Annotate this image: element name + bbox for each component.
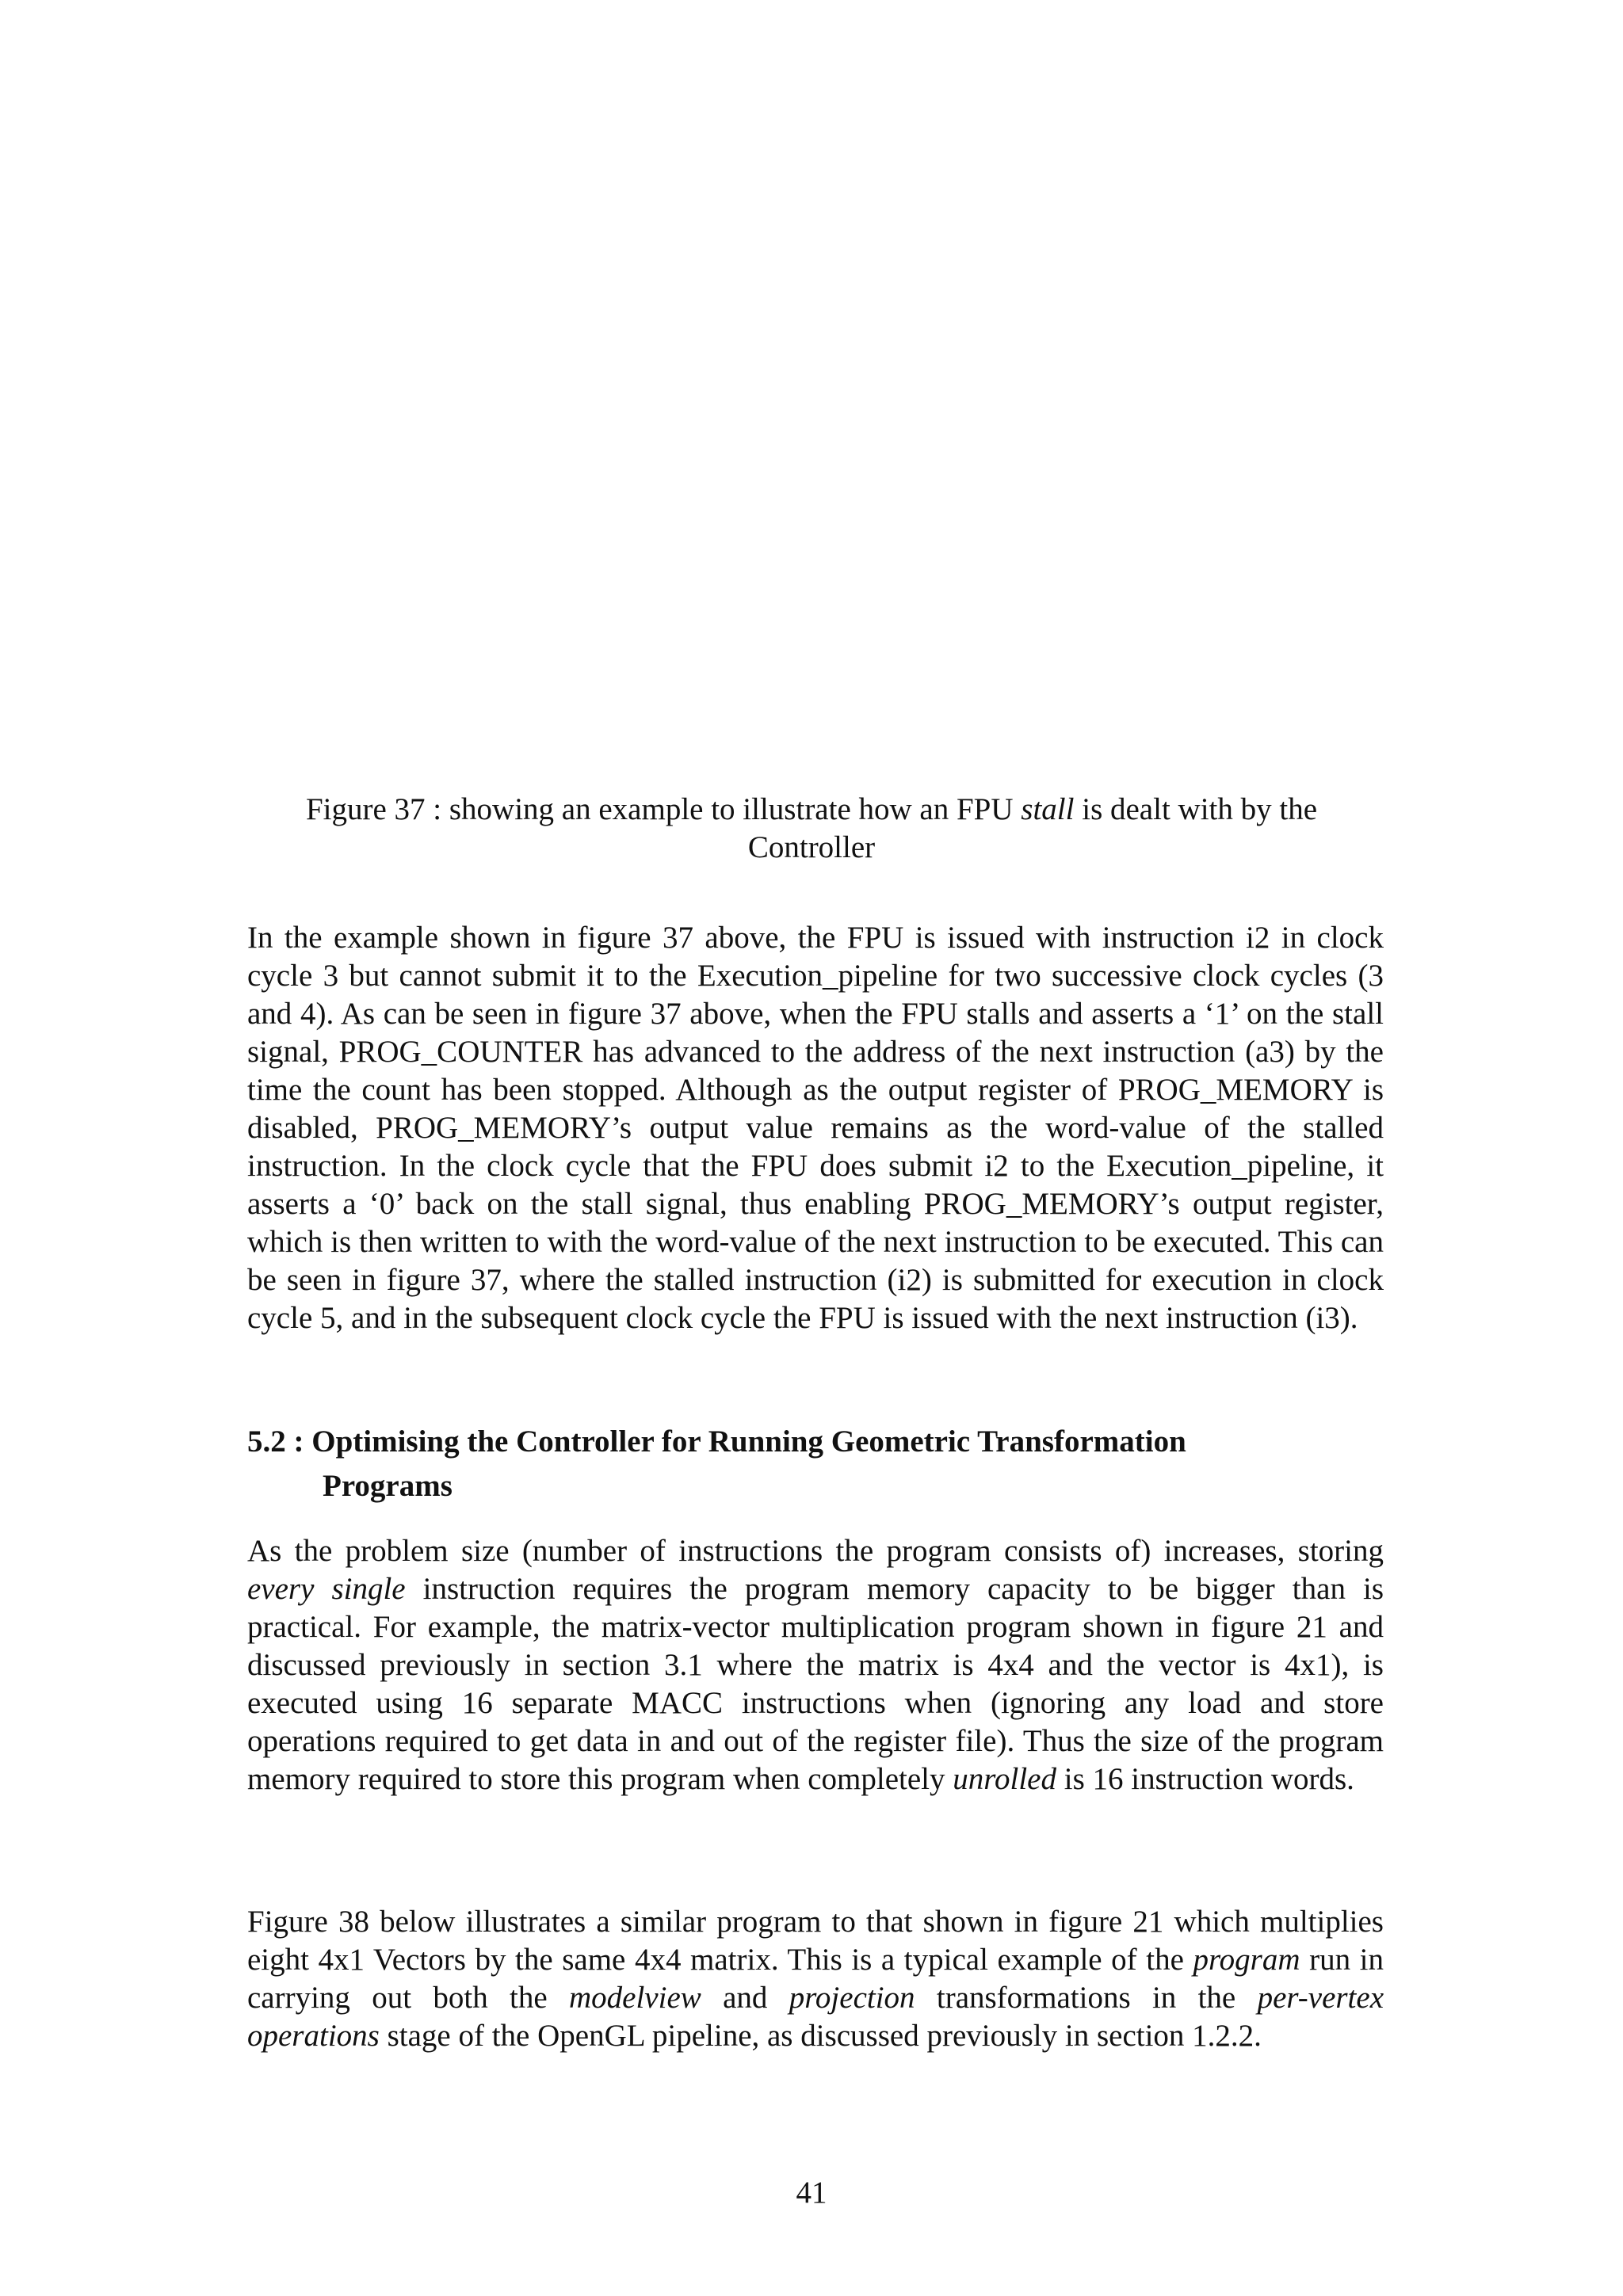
body-paragraph-stall: In the example shown in figure 37 above, the FPU is issued with instruction i2 in clock cycle 3 but cannot submit it to the Execution_pipeline for two successive clock cycles (3 and 4). As can be seen in figure 37 above, when the FPU stalls and asserts a ‘1’ on the stall signal, PROG_COUNTER has advanced to the address of the next instruction (a3) by the time the count has been stopped. Although as the output register of PROG_MEMORY is disabled, PROG_MEMORY’s output value remains as the word-value of the stalled instruction. In the clock cycle that the FPU does submit i2 to the Execution_pipeline, it asserts a ‘0’ back on the stall signal, thus enabling PROG_MEMORY’s output register, which is then written to with the word-value of the next instruction to be executed. This can be seen in figure 37, where the stalled instruction (i2) is submitted for execution in clock cycle 5, and in the subsequent clock cycle the FPU is issued with the next instruction (i3). [247,921,1384,1335]
paragraph-text: As the problem size (number of instructions the program consists of) increases, storing [247,1534,1384,1568]
paragraph-italic-term: per-vertex operations [247,1981,1384,2053]
section-heading-line2: Programs [323,1469,453,1503]
section-heading [247,1420,1384,1508]
body-paragraph-figure38 [247,1903,1384,2055]
paragraph-italic-term: unrolled [953,1762,1056,1796]
body-paragraph-problem-size [247,1532,1384,1798]
paragraph-italic-term: every single [247,1572,406,1606]
paragraph-text: run in carrying out both the [247,1943,1384,2015]
paragraph-text: stage of the OpenGL pipeline, as discussed previously in section 1.2.2. [379,2019,1262,2053]
caption-italic-term: stall [1021,792,1075,826]
paragraph-italic-term: program [1193,1943,1300,1977]
paragraph-text: instruction requires the program memory capacity to be bigger than is practical. For example, the matrix-vector multiplication program shown in figure 21 and discussed previously in section 3.1 where the matrix is 4x4 and the vector is 4x1), is executed using 16 separate MACC instructions when (ignoring any load and store operations required to get data in and out of the register file). Thus the size of the program memory required to store this program when completely [247,1572,1384,1796]
section-heading-line1: 5.2 : Optimising the Controller for Running Geometric Transformation [247,1425,1186,1459]
paragraph-text: is 16 instruction words. [1056,1762,1354,1796]
page-number: 41 [796,2176,827,2210]
paragraph-text: transformations in the [915,1981,1258,2015]
paragraph-text: Figure 38 below illustrates a similar program to that shown in figure 21 which multiplies eight 4x1 Vectors by the same 4x4 matrix. This is a typical example of the [247,1905,1384,1977]
paragraph-italic-term: projection [789,1981,915,2015]
paragraph-italic-term: modelview [568,1981,701,2015]
caption-text: Figure 37 : showing an example to illustrate how an FPU [305,792,1022,826]
figure-caption [247,791,1376,867]
paragraph-text: and [701,1981,789,2015]
caption-text-end: is dealt with by the Controller [747,792,1318,864]
